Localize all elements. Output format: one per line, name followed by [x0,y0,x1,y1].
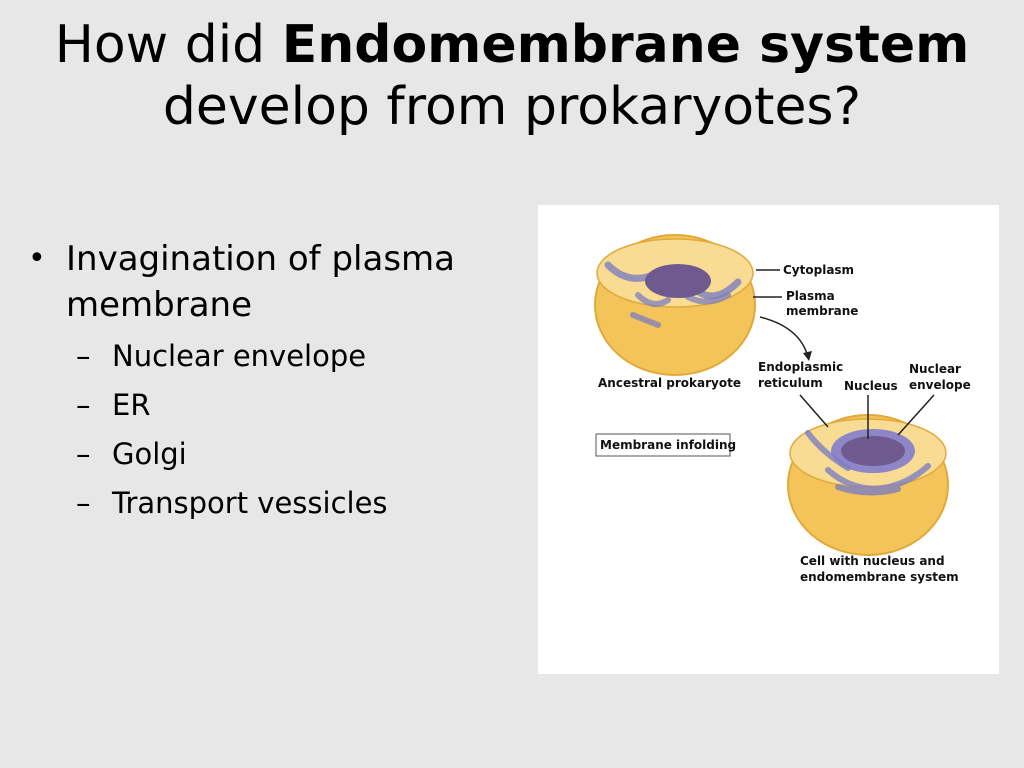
dash: – [76,437,91,471]
slide-title [0,14,1024,138]
nucleus-shape [841,436,905,466]
sub-bullet-item [28,479,508,528]
label-cell-with-nucleus: Cell with nucleus and [800,554,945,568]
label-endoplasmic: Endoplasmic [758,360,844,374]
dash: – [76,339,91,373]
sub-bullet-item [28,332,508,381]
title-line-1 [0,14,1024,76]
sub-bullet-text: Golgi [112,437,187,471]
er-leader [800,395,828,427]
sub-bullet-item [28,381,508,430]
sub-bullet-text: ER [112,388,151,422]
endomembrane-figure [538,205,999,674]
dash: – [76,486,91,520]
bullet-list [28,236,508,528]
label-membrane-infolding: Membrane infolding [600,438,737,452]
bullet-dot: • [28,241,46,276]
ancestral-cell [595,235,755,375]
label-endomembrane-system: endomembrane system [800,570,959,584]
transition-arrow [760,317,808,357]
label-ancestral-prokaryote: Ancestral prokaryote [598,376,741,390]
dash: – [76,388,91,422]
sub-bullet-list [28,332,508,528]
label-nuclear: Nuclear [909,362,961,376]
ancestral-dna [645,264,711,298]
label-cytoplasm: Cytoplasm [783,263,855,277]
bullet-text: Invagination of plasma membrane [66,239,455,325]
label-membrane: membrane [786,304,859,318]
label-envelope: envelope [909,378,971,392]
sub-bullet-text: Nuclear envelope [112,339,367,373]
title-bold: Endomembrane system [281,15,970,75]
figure-svg [538,205,999,674]
title-line-2: develop from prokaryotes? [162,77,862,137]
title-prefix: How did [54,15,282,75]
sub-bullet-item [28,430,508,479]
bullet-item [28,236,508,328]
label-plasma: Plasma [786,289,835,303]
sub-bullet-text: Transport vessicles [112,486,388,520]
label-nucleus: Nucleus [844,379,898,393]
label-reticulum: reticulum [758,376,823,390]
